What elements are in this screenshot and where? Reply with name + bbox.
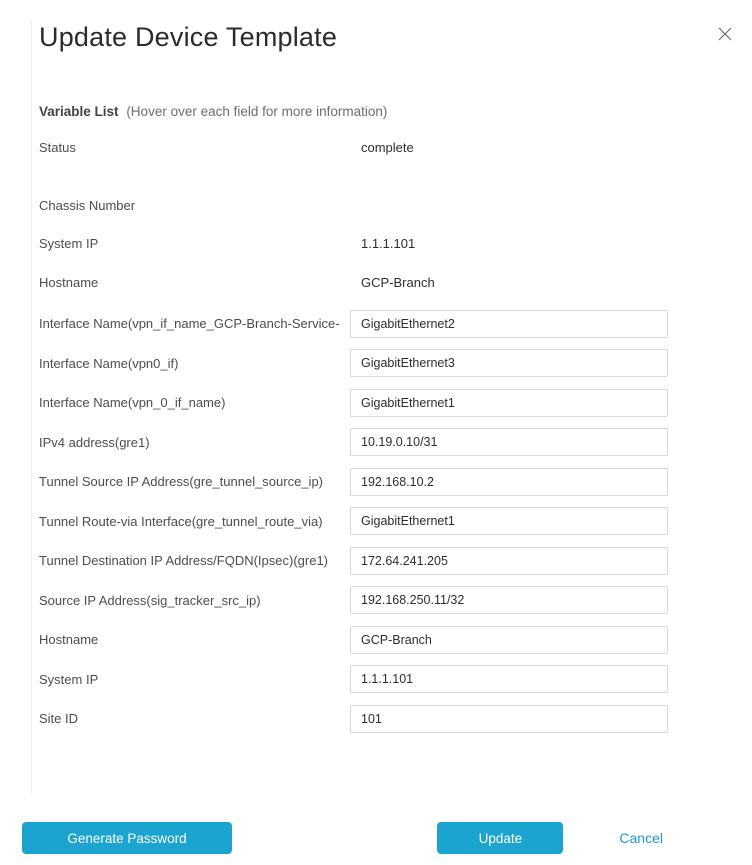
- close-icon[interactable]: [717, 26, 733, 42]
- variable-row: [39, 229, 713, 257]
- editable-variable-rows: [39, 310, 713, 733]
- dialog-footer: [0, 822, 752, 854]
- update-device-template-dialog: [0, 21, 752, 865]
- variable-label: Interface Name(vpn_if_name_GCP-Branch-Service-: [39, 316, 340, 331]
- variable-input[interactable]: [350, 705, 668, 733]
- variable-input[interactable]: [350, 586, 668, 614]
- variable-value-cell: [350, 428, 713, 456]
- variable-input[interactable]: [350, 626, 668, 654]
- variable-list-heading-row: [39, 103, 752, 121]
- variable-value-cell: [350, 705, 713, 733]
- variable-label: Status: [39, 139, 76, 155]
- variable-row: [39, 310, 713, 338]
- dialog-title: Update Device Template: [39, 22, 338, 52]
- variable-value-cell: [350, 665, 713, 693]
- readonly-variable-rows: [39, 133, 713, 297]
- variable-value-cell: [350, 133, 713, 161]
- variable-label: Interface Name(vpn_0_if_name): [39, 395, 226, 410]
- variable-row: [39, 468, 713, 496]
- variable-row: [39, 428, 713, 456]
- variable-row: [39, 705, 713, 733]
- variable-label: Interface Name(vpn0_if): [39, 355, 179, 371]
- variable-row: [39, 389, 713, 417]
- variable-label: Tunnel Route-via Interface(gre_tunnel_route_via): [39, 513, 323, 529]
- variable-label: System IP: [39, 235, 99, 251]
- variable-row: [39, 626, 713, 654]
- variable-input[interactable]: [350, 468, 668, 496]
- variable-row: [39, 133, 713, 161]
- variable-input[interactable]: [350, 349, 668, 377]
- variable-value: complete: [361, 139, 414, 155]
- variable-input[interactable]: [350, 389, 668, 417]
- variable-value-cell: [350, 389, 713, 417]
- variable-label: Site ID: [39, 711, 79, 726]
- variable-value-cell: [350, 547, 713, 575]
- variable-row: [39, 547, 713, 575]
- variable-label: IPv4 address(gre1): [39, 434, 150, 450]
- close-icon-glyph: [718, 27, 732, 41]
- variable-input[interactable]: [350, 310, 668, 338]
- variable-row: [39, 269, 713, 297]
- variable-label: Source IP Address(sig_tracker_src_ip): [39, 592, 261, 608]
- variable-value: 1.1.1.101: [361, 235, 416, 251]
- variable-label: Hostname: [39, 632, 99, 647]
- variable-value: GCP-Branch: [361, 275, 435, 290]
- cancel-button[interactable]: Cancel: [619, 830, 663, 846]
- variable-input[interactable]: [350, 507, 668, 535]
- update-button[interactable]: Update: [437, 822, 563, 854]
- variable-value-cell: [350, 191, 713, 219]
- variable-label: Tunnel Destination IP Address/FQDN(Ipsec)(gre1): [39, 553, 329, 568]
- variable-label: Hostname: [39, 275, 99, 290]
- variable-input[interactable]: [350, 428, 668, 456]
- variable-list-heading: Variable List: [39, 104, 119, 119]
- variable-list-hint: (Hover over each field for more information): [126, 104, 388, 119]
- variable-row: [39, 191, 713, 219]
- variable-value-cell: [350, 586, 713, 614]
- panel-edge-divider: [31, 21, 32, 793]
- variable-value-cell: [350, 626, 713, 654]
- variable-label: System IP: [39, 671, 99, 687]
- variable-input[interactable]: [350, 547, 668, 575]
- variable-value-cell: [350, 507, 713, 535]
- variable-row: [39, 586, 713, 614]
- variable-row: [39, 349, 713, 377]
- variable-value-cell: [350, 310, 713, 338]
- variable-label: Chassis Number: [39, 197, 136, 213]
- variable-value-cell: [350, 269, 713, 297]
- variable-row: [39, 665, 713, 693]
- variable-input[interactable]: [350, 665, 668, 693]
- variable-value-cell: [350, 468, 713, 496]
- variable-value-cell: [350, 349, 713, 377]
- variable-row: [39, 507, 713, 535]
- variable-value-cell: [350, 229, 713, 257]
- generate-password-button[interactable]: Generate Password: [22, 822, 232, 854]
- variable-label: Tunnel Source IP Address(gre_tunnel_source_ip): [39, 474, 324, 489]
